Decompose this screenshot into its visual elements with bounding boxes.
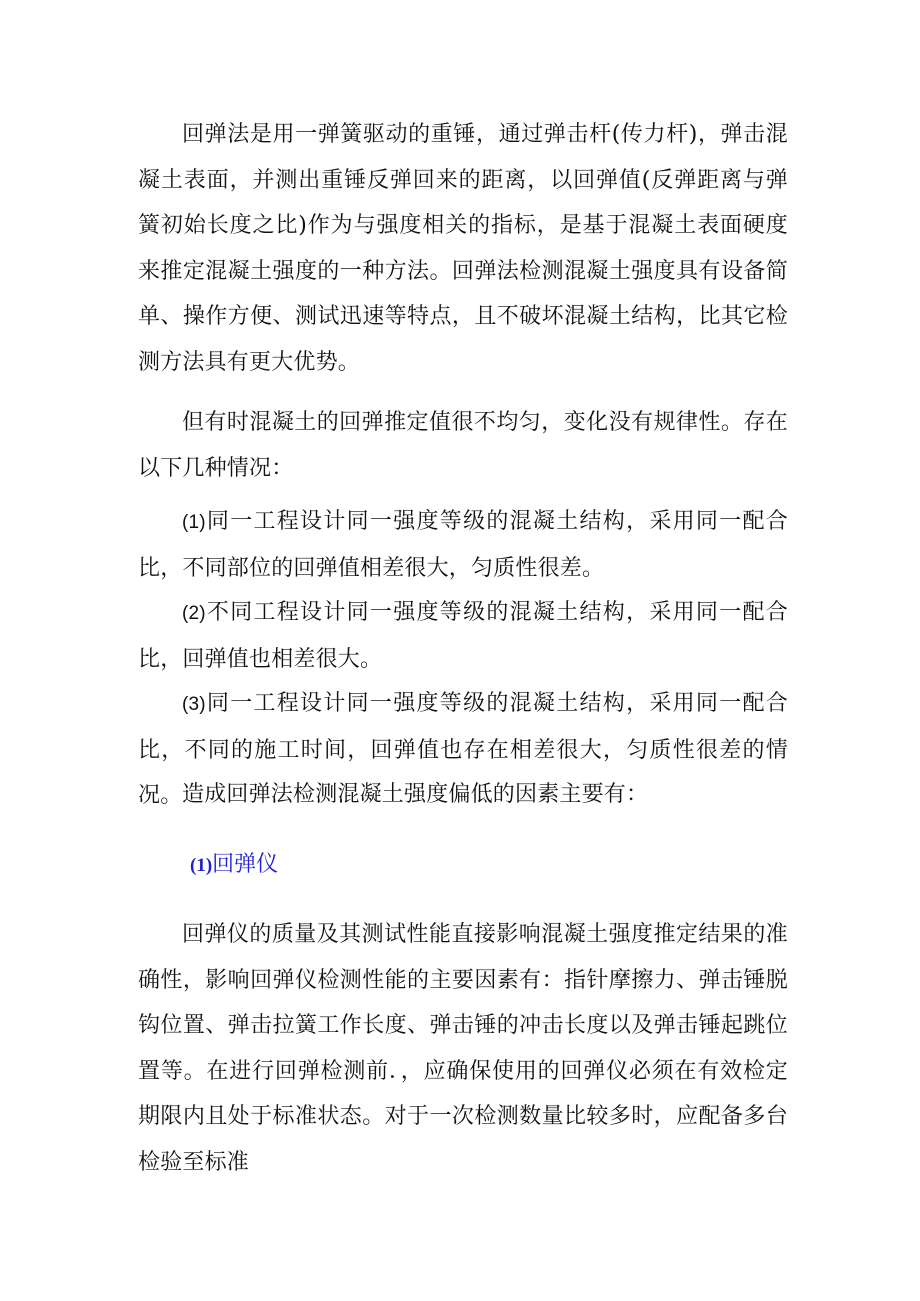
list-item-2 <box>138 590 788 682</box>
list-item-text: 不同工程设计同一强度等级的混凝土结构，采用同一配合比，回弹值也相差很大。 <box>138 600 788 672</box>
list-item-text: 同一工程设计同一强度等级的混凝土结构，采用同一配合比，不同部位的回弹值相差很大，匀质性很差。 <box>138 509 788 581</box>
list-item-text: 同一工程设计同一强度等级的混凝土结构，采用同一配合比，不同的施工时间，回弹值也存在相差很大，匀质性很差的情况。 <box>138 691 788 808</box>
paragraph-factors-intro: 造成回弹法检测混凝土强度偏低的因素主要有： <box>182 782 649 807</box>
paragraph-problem: 但有时混凝土的回弹推定值很不均匀，变化没有规律性。存在以下几种情况： <box>138 410 788 481</box>
section-heading <box>190 847 278 884</box>
heading-number: (1) <box>190 855 213 876</box>
paragraph-rebound-hammer: 回弹仪的质量及其测试性能直接影响混凝土强度推定结果的准确性，影响回弹仪检测性能的主要因素有：指针摩擦力、弹击锤脱钩位置、弹击拉簧工作长度、弹击锤的冲击长度以及弹击锤起跳位置等。在进行回弹检测前．，应确保使用的回弹仪必须在有效检定期限内且处于标准状态。对于一次检测数量比较多时，应配备多台检验至标准 <box>138 922 788 1175</box>
list-number: (1) <box>182 512 206 533</box>
heading-text: 回弹仪 <box>212 852 279 877</box>
paragraph-intro: 回弹法是用一弹簧驱动的重锤，通过弹击杆(传力杆)，弹击混凝土表面，并测出重锤反弹回来的距离，以回弹值(反弹距离与弹簧初始长度之比)作为与强度相关的指标，是基于混凝土表面硬度来推定混凝土强度的一种方法。回弹法检测混凝土强度具有设备简单、操作方便、测试迅速等特点，且不破坏混凝土结构，比其它检测方法具有更大优势。 <box>138 122 788 375</box>
list-number: (2) <box>182 603 206 624</box>
list-number: (3) <box>182 694 206 715</box>
list-item-1 <box>138 499 788 591</box>
